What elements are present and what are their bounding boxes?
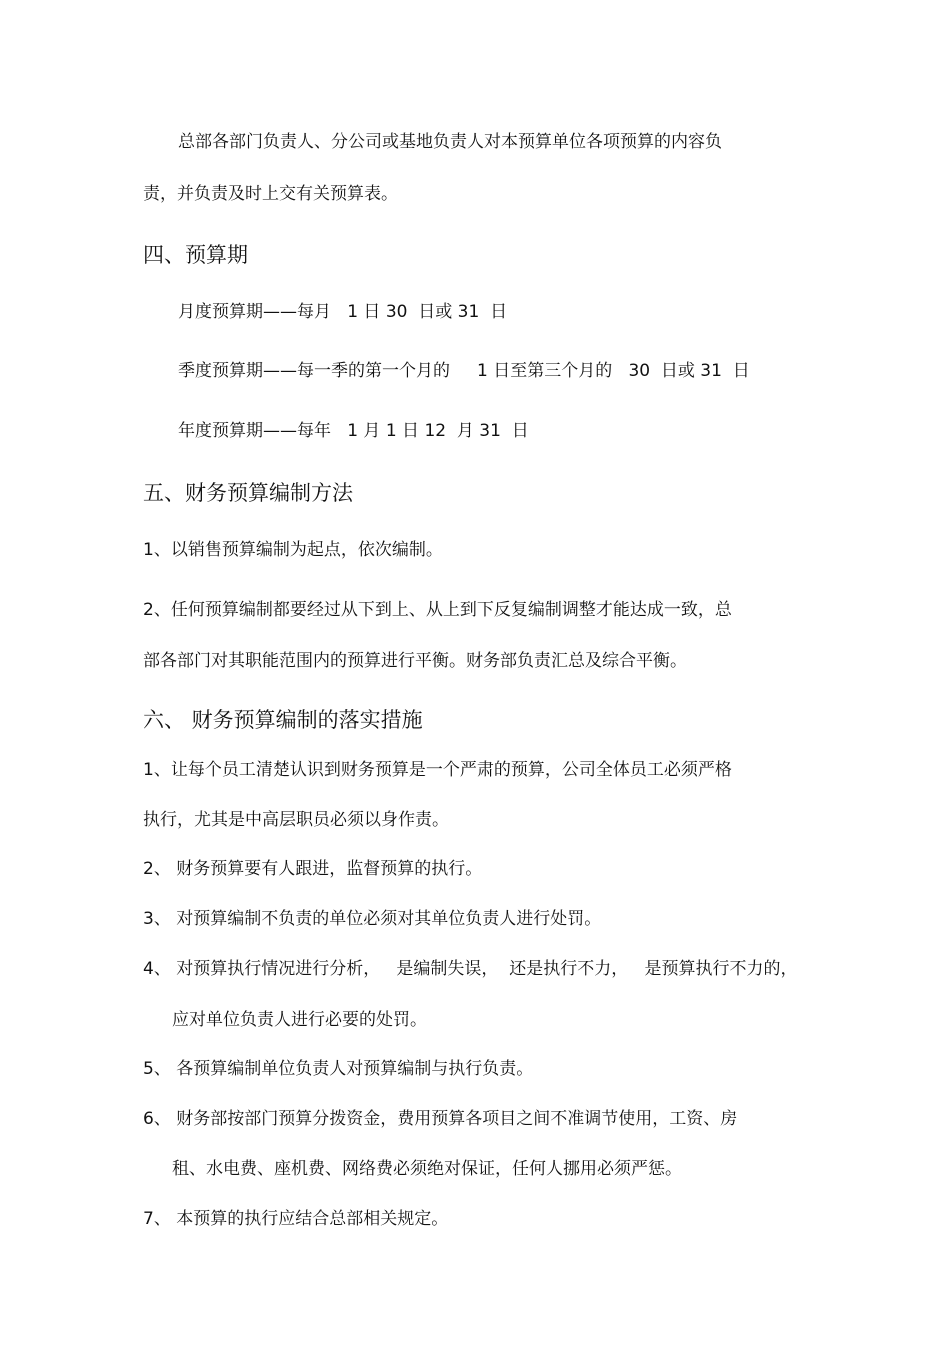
intro-line-1: 总部各部门负责人、分公司或基地负责人对本预算单位各项预算的内容负 (178, 132, 722, 152)
section-6-item-1-line-2: 执行，尤其是中高层职员必须以身作责。 (143, 810, 449, 830)
budget-period-quarterly: 季度预算期——每一季的第一个月的 1 日至第三个月的 30 日或 31 日 (178, 361, 750, 381)
section-6-item-6-line-1: 6、 财务部按部门预算分拨资金，费用预算各项目之间不准调节使用，工资、房 (143, 1109, 738, 1129)
section-6-item-3: 3、 对预算编制不负责的单位必须对其单位负责人进行处罚。 (143, 909, 602, 929)
section-6-item-4-line-2: 应对单位负责人进行必要的处罚。 (172, 1010, 427, 1030)
section-6-item-1-line-1: 1、让每个员工清楚认识到财务预算是一个严肃的预算，公司全体员工必须严格 (143, 760, 732, 780)
section-6-item-5: 5、 各预算编制单位负责人对预算编制与执行负责。 (143, 1059, 534, 1079)
section-5-item-2-line-1: 2、任何预算编制都要经过从下到上、从上到下反复编制调整才能达成一致，总 (143, 600, 732, 620)
section-6-item-6-line-2: 租、水电费、座机费、网络费必须绝对保证，任何人挪用必须严惩。 (172, 1159, 682, 1179)
budget-period-yearly: 年度预算期——每年 1 月 1 日 12 月 31 日 (178, 421, 529, 441)
section-5-item-2-line-2: 部各部门对其职能范围内的预算进行平衡。财务部负责汇总及综合平衡。 (143, 651, 687, 671)
section-6-item-4-line-1: 4、 对预算执行情况进行分析， 是编制失误， 还是执行不力， 是预算执行不力的， (143, 959, 798, 979)
budget-period-monthly: 月度预算期——每月 1 日 30 日或 31 日 (178, 302, 508, 322)
section-5-item-1: 1、以销售预算编制为起点，依次编制。 (143, 540, 443, 560)
section-5-heading: 五、财务预算编制方法 (143, 481, 353, 505)
section-6-item-2: 2、 财务预算要有人跟进，监督预算的执行。 (143, 859, 483, 879)
section-4-heading: 四、预算期 (143, 243, 248, 267)
section-6-item-7: 7、 本预算的执行应结合总部相关规定。 (143, 1209, 449, 1229)
section-6-heading: 六、 财务预算编制的落实措施 (143, 708, 423, 732)
intro-line-2: 责，并负责及时上交有关预算表。 (143, 184, 398, 204)
